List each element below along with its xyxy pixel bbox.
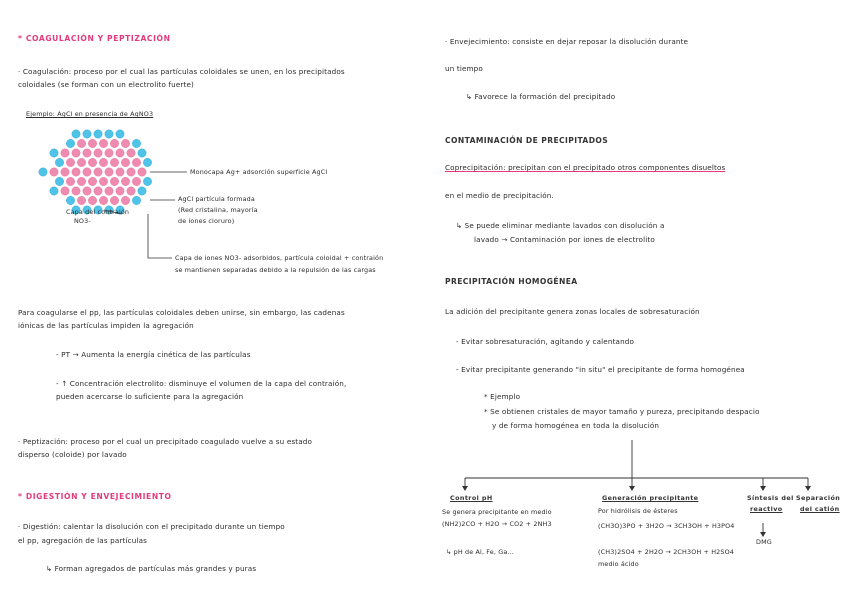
particle-ion-circle [61, 168, 69, 176]
particle-ion-circle [132, 177, 140, 185]
particle-ion-circle [88, 177, 96, 185]
label-contraion-line2: NO3- [74, 217, 91, 225]
contraion-circle [50, 149, 58, 157]
particle-ion-circle [105, 149, 113, 157]
label-particula-line1: AgCl partícula formada [178, 195, 255, 203]
branch-control-ph-line2: (NH2)2CO + H2O → CO2 + 2NH3 [442, 520, 552, 528]
contraion-circle [143, 158, 151, 166]
label-bottom-line1: Capa de iones NO3- adsorbidos, partícula coloidal + contraión [175, 254, 384, 262]
particle-ion-circle [66, 158, 74, 166]
coprecipitacion-line2: en el medio de precipitación. [445, 191, 554, 200]
branch-control-ph-title: Control pH [450, 494, 493, 502]
particle-ion-circle [83, 168, 91, 176]
particle-ion-circle [99, 158, 107, 166]
particle-ion-circle [127, 187, 135, 195]
contraion-circle [55, 158, 63, 166]
envejecimiento-line1: · Envejecimiento: consiste en dejar reposar la disolución durante [445, 37, 689, 46]
branch-sintesis-result: DMG [756, 538, 772, 546]
branch-generacion-line3: (CH3)2SO4 + 2H2O → 2CH3OH + H2SO4 [598, 548, 734, 556]
particle-ion-circle [127, 168, 135, 176]
homogenea-bullet1: - Evitar sobresaturación, agitando y calentando [456, 337, 635, 346]
heading-coagulacion-peptizacion: * COAGULACIÓN Y PEPTIZACIÓN [18, 34, 171, 43]
homogenea-sub-bullet1: * Ejemplo [484, 392, 521, 401]
coagulacion-text-line2: coloidales (se forman con un electrolito fuerte) [18, 80, 195, 89]
particle-ion-circle [61, 187, 69, 195]
branch-sintesis-title-line2: reactivo [750, 505, 783, 513]
branch-generacion-line1: Por hidrólisis de ésteres [598, 507, 678, 515]
particle-ion-circle [94, 187, 102, 195]
particle-ion-circle [94, 168, 102, 176]
particle-ion-circle [127, 149, 135, 157]
branch-control-ph-note: ↳ pH de Al, Fe, Ga... [446, 548, 514, 556]
particle-ion-circle [61, 149, 69, 157]
homogenea-sub-bullet3: y de forma homogénea en toda la disolución [492, 421, 660, 430]
particle-ion-circle [110, 196, 118, 204]
coagulacion-text-line1: · Coagulación: proceso por el cual las partículas coloidales se unen, en los precipitados [18, 67, 345, 76]
particle-ion-circle [88, 158, 96, 166]
particle-ion-circle [88, 196, 96, 204]
particle-ion-circle [83, 149, 91, 157]
particle-ion-circle [99, 196, 107, 204]
particle-ion-circle [105, 187, 113, 195]
contraion-circle [143, 177, 151, 185]
peptizacion-line1: · Peptización: proceso por el cual un precipitado coagulado vuelve a su estado [18, 437, 313, 446]
label-bottom-line2: se mantienen separadas debido a la repulsión de las cargas [175, 266, 376, 274]
label-capa-primaria: Monocapa Ag+ adsorción superficie AgCl [190, 168, 328, 176]
contraion-circle [55, 177, 63, 185]
heading-precipitacion-homogenea: PRECIPITACIÓN HOMOGÉNEA [445, 277, 578, 286]
contraion-circle [72, 130, 80, 138]
particle-ion-circle [77, 158, 85, 166]
particle-ion-circle [72, 187, 80, 195]
bullet-electrolito-line1: - ↑ Concentración electrolito: disminuye el volumen de la capa del contraión, [56, 379, 347, 388]
para2-line1: Para coagularse el pp, las partículas coloidales deben unirse, sin embargo, las cadenas [18, 308, 345, 317]
branch-separacion-title-line2: del catión [800, 505, 840, 513]
coprecipitacion-sub1: ↳ Se puede eliminar mediante lavados con disolución a [456, 221, 665, 230]
branch-sintesis-title-line1: Síntesis del [747, 494, 794, 502]
label-contraion-line1: Capa del contraión [66, 208, 130, 216]
particle-ion-circle [77, 177, 85, 185]
particle-ion-circle [72, 149, 80, 157]
para2-line2: iónicas de las partículas impiden la agregación [18, 321, 194, 330]
particle-ion-circle [50, 168, 58, 176]
contraion-circle [83, 130, 91, 138]
contraion-circle [132, 196, 140, 204]
contraion-circle [39, 168, 47, 176]
colloid-particle-diagram [39, 130, 152, 214]
particle-ion-circle [121, 158, 129, 166]
particle-ion-circle [105, 168, 113, 176]
particle-ion-circle [77, 139, 85, 147]
label-particula-line2: (Red cristalina, mayoría [178, 206, 258, 214]
particle-ion-circle [72, 168, 80, 176]
contraion-circle [50, 187, 58, 195]
homogenea-line1: La adición del precipitante genera zonas locales de sobresaturación [445, 307, 700, 316]
contraion-circle [138, 149, 146, 157]
digestion-line2: el pp, agregación de las partículas [18, 536, 148, 545]
heading-contaminacion: CONTAMINACIÓN DE PRECIPITADOS [445, 136, 609, 145]
bullet-temperatura: - PT → Aumenta la energía cinética de las partículas [56, 350, 251, 359]
contraion-circle [116, 130, 124, 138]
particle-ion-circle [121, 177, 129, 185]
peptizacion-line2: disperso (coloide) por lavado [18, 450, 127, 459]
contraion-circle [138, 187, 146, 195]
branch-generacion-line4: medio ácido [598, 560, 639, 568]
homogenea-bullet2: - Evitar precipitante generando "in situ" el precipitante de forma homogénea [456, 365, 745, 374]
branch-separacion-title-line1: Separación [796, 494, 841, 502]
homogenea-sub-bullet2: * Se obtienen cristales de mayor tamaño y pureza, precipitando despacio [484, 407, 760, 416]
bullet-electrolito-line2: pueden acercarse lo suficiente para la agregación [56, 392, 244, 401]
particle-ion-circle [110, 139, 118, 147]
contraion-circle [66, 196, 74, 204]
ejemplo-label: Ejemplo: AgCl en presencia de AgNO3 [26, 110, 154, 118]
particle-ion-circle [99, 139, 107, 147]
particle-ion-circle [99, 177, 107, 185]
contraion-circle [66, 139, 74, 147]
particle-ion-circle [110, 177, 118, 185]
particle-ion-circle [110, 158, 118, 166]
particle-ion-circle [121, 196, 129, 204]
digestion-result: ↳ Forman agregados de partículas más grandes y puras [46, 564, 257, 573]
particle-ion-circle [88, 139, 96, 147]
digestion-line1: · Digestión: calentar la disolución con el precipitado durante un tiempo [18, 522, 285, 531]
contraion-circle [105, 130, 113, 138]
particle-ion-circle [116, 187, 124, 195]
particle-ion-circle [77, 196, 85, 204]
particle-ion-circle [116, 149, 124, 157]
envejecimiento-result: ↳ Favorece la formación del precipitado [466, 92, 616, 101]
branch-control-ph-line1: Se genera precipitante en medio [442, 508, 552, 516]
label-particula-line3: de iones cloruro) [178, 217, 235, 225]
particle-ion-circle [116, 168, 124, 176]
particle-ion-circle [121, 139, 129, 147]
particle-ion-circle [138, 168, 146, 176]
contraion-circle [132, 139, 140, 147]
coprecipitacion-sub2: lavado → Contaminación por iones de electrolito [474, 235, 655, 244]
coprecipitacion-line1: Coprecipitación: precipitan con el precipitado otros componentes disueltos [445, 163, 726, 172]
contraion-circle [94, 130, 102, 138]
particle-ion-circle [83, 187, 91, 195]
branch-generacion-line2: (CH3O)3PO + 3H2O → 3CH3OH + H3PO4 [598, 522, 735, 530]
envejecimiento-line2: un tiempo [445, 64, 483, 73]
particle-ion-circle [94, 149, 102, 157]
heading-digestion-envejecimiento: * DIGESTIÓN Y ENVEJECIMIENTO [18, 492, 172, 501]
branch-generacion-title: Generación precipitante [602, 494, 699, 502]
particle-ion-circle [66, 177, 74, 185]
particle-ion-circle [132, 158, 140, 166]
